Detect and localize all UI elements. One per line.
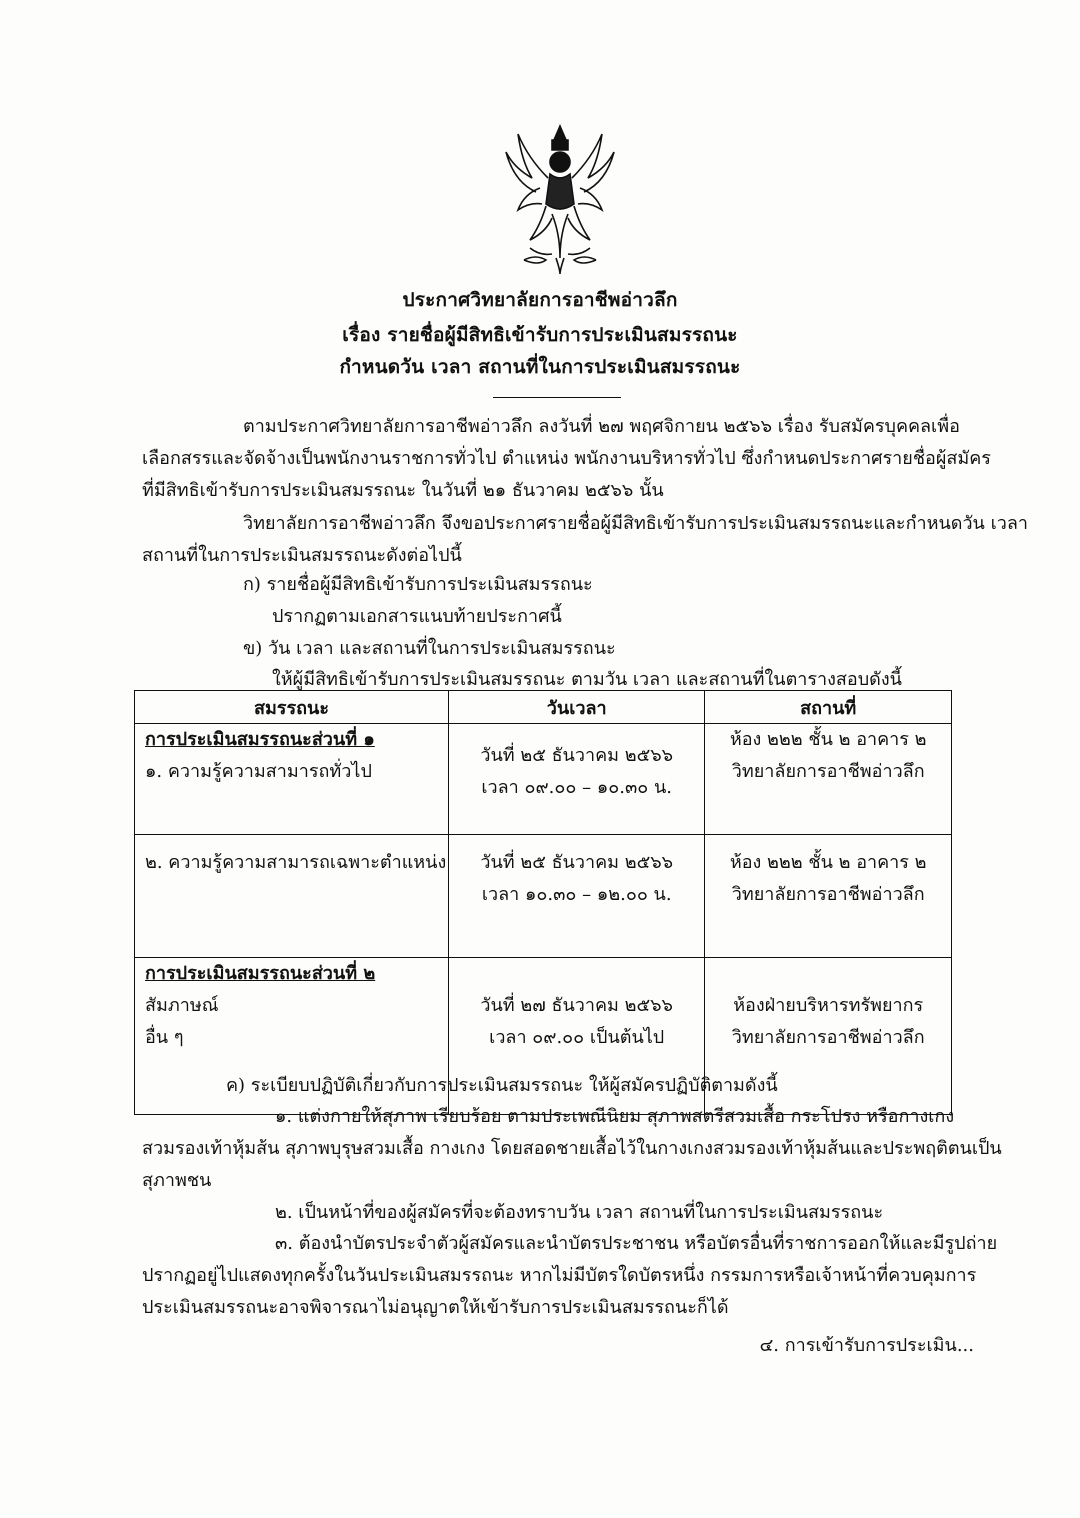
competency-item: สัมภาษณ์ (145, 995, 219, 1016)
datetime-cell (448, 835, 704, 958)
place-cell (705, 835, 952, 958)
section-heading: การประเมินสมรรถนะส่วนที่ ๒ (145, 963, 376, 984)
item-a: ก) รายชื่อผู้มีสิทธิเข้ารับการประเมินสมรรถนะ (243, 574, 593, 595)
title-divider (493, 397, 621, 398)
item-c: ค) ระเบียบปฏิบัติเกี่ยวกับการประเมินสมรรถนะ ให้ผู้สมัครปฏิบัติตามดังนี้ (226, 1075, 778, 1096)
paragraph-1-line-2: เลือกสรรและจัดจ้างเป็นพนักงานราชการทั่วไป ตำแหน่ง พนักงานบริหารทั่วไป ซึ่งกำหนดประกาศรายชื่อผู้สมัคร (142, 448, 991, 469)
continued-on-next-page: ๔. การเข้ารับการประเมิน... (759, 1335, 974, 1356)
section-heading: การประเมินสมรรถนะส่วนที่ ๑ (145, 729, 375, 750)
rule-3-line-2: ปรากฏอยู่ไปแสดงทุกครั้งในวันประเมินสมรรถนะ หากไม่มีบัตรใดบัตรหนึ่ง กรรมการหรือเจ้าหน้าที่ควบคุมการ (142, 1265, 977, 1286)
competency-cell (135, 835, 449, 958)
announcement-schedule-title: กำหนดวัน เวลา สถานที่ในการประเมินสมรรถนะ (339, 356, 741, 378)
paragraph-2-line-2: สถานที่ในการประเมินสมรรถนะดังต่อไปนี้ (142, 545, 462, 566)
paragraph-1-line-1: ตามประกาศวิทยาลัยการอาชีพอ่าวลึก ลงวันที่ ๒๗ พฤศจิกายน ๒๕๖๖ เรื่อง รับสมัครบุคคลเพื่อ (243, 416, 960, 437)
rule-3-line-1: ๓. ต้องนำบัตรประจำตัวผู้สมัครและนำบัตรประชาชน หรือบัตรอื่นที่ราชการออกให้และมีรูปถ่าย (275, 1233, 998, 1254)
table-row (135, 835, 952, 958)
item-a-detail: ปรากฏตามเอกสารแนบท้ายประกาศนี้ (272, 606, 562, 627)
item-b-detail: ให้ผู้มีสิทธิเข้ารับการประเมินสมรรถนะ ตามวัน เวลา และสถานที่ในตารางสอบดังนี้ (272, 669, 902, 690)
announcement-subject: เรื่อง รายชื่อผู้มีสิทธิเข้ารับการประเมินสมรรถนะ (342, 324, 738, 346)
table-header-row (135, 691, 952, 724)
room-text: ห้อง ๒๒๒ ชั้น ๒ อาคาร ๒ (729, 852, 927, 873)
competency-item: ๑. ความรู้ความสามารถทั่วไป (145, 761, 372, 782)
room-text: ห้องฝ่ายบริหารทรัพยากร (733, 995, 924, 1016)
competency-item: อื่น ๆ (145, 1027, 184, 1048)
time-text: เวลา ๐๙.๐๐ เป็นต้นไป (489, 1027, 665, 1048)
time-text: เวลา ๑๐.๓๐ – ๑๒.๐๐ น. (481, 884, 672, 905)
college-text: วิทยาลัยการอาชีพอ่าวลึก (731, 1027, 925, 1048)
garuda-emblem (500, 118, 620, 278)
table-row (135, 724, 952, 835)
header-datetime: วันเวลา (448, 691, 704, 724)
place-cell (705, 724, 952, 835)
date-text: วันที่ ๒๕ ธันวาคม ๒๕๖๖ (480, 745, 674, 766)
date-text: วันที่ ๒๗ ธันวาคม ๒๕๖๖ (480, 995, 673, 1016)
competency-item: ๒. ความรู้ความสามารถเฉพาะตำแหน่ง (145, 852, 447, 873)
rule-1-line-1: ๑. แต่งกายให้สุภาพ เรียบร้อย ตามประเพณีนิยม สุภาพสตรีสวมเสื้อ กระโปรง หรือกางเกง (275, 1106, 955, 1127)
competency-cell (135, 724, 449, 835)
rule-1-line-3: สุภาพชน (142, 1170, 212, 1191)
item-b: ข) วัน เวลา และสถานที่ในการประเมินสมรรถนะ (243, 638, 616, 659)
paragraph-1-line-3: ที่มีสิทธิเข้ารับการประเมินสมรรถนะ ในวันที่ ๒๑ ธันวาคม ๒๕๖๖ นั้น (142, 480, 664, 501)
college-text: วิทยาลัยการอาชีพอ่าวลึก (731, 761, 925, 782)
college-text: วิทยาลัยการอาชีพอ่าวลึก (731, 884, 925, 905)
time-text: เวลา ๐๙.๐๐ – ๑๐.๓๐ น. (481, 777, 672, 798)
header-place: สถานที่ (705, 691, 952, 724)
announcement-title: ประกาศวิทยาลัยการอาชีพอ่าวลึก (402, 289, 678, 311)
room-text: ห้อง ๒๒๒ ชั้น ๒ อาคาร ๒ (729, 729, 927, 750)
datetime-cell (448, 724, 704, 835)
paragraph-2-line-1: วิทยาลัยการอาชีพอ่าวลึก จึงขอประกาศรายชื่อผู้มีสิทธิเข้ารับการประเมินสมรรถนะและกำหนดวัน เวลา (243, 513, 1028, 534)
date-text: วันที่ ๒๕ ธันวาคม ๒๕๖๖ (480, 852, 674, 873)
rule-1-line-2: สวมรองเท้าหุ้มส้น สุภาพบุรุษสวมเสื้อ กางเกง โดยสอดชายเสื้อไว้ในกางเกงสวมรองเท้าหุ้มส้นและประพฤติตนเป็น (142, 1138, 1002, 1159)
schedule-table (134, 690, 952, 1115)
rule-2: ๒. เป็นหน้าที่ของผู้สมัครที่จะต้องทราบวัน เวลา สถานที่ในการประเมินสมรรถนะ (275, 1202, 884, 1223)
header-competency: สมรรถนะ (135, 691, 449, 724)
rule-3-line-3: ประเมินสมรรถนะอาจพิจารณาไม่อนุญาตให้เข้ารับการประเมินสมรรถนะก็ได้ (142, 1297, 729, 1318)
